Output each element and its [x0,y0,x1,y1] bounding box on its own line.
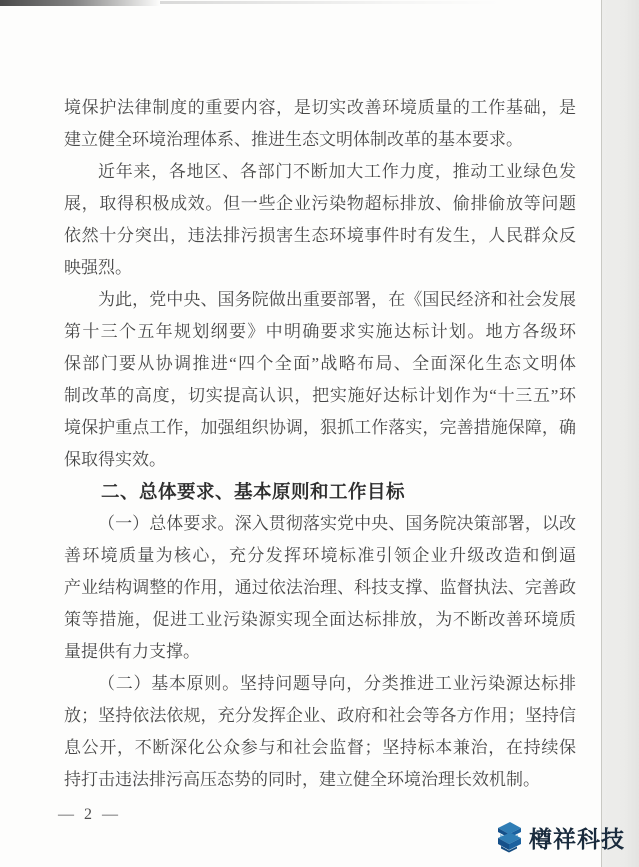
text-line: 制改革的高度，切实提高认识，把实施好达标计划作为“十三五”环 [64,386,576,405]
scan-artifact-smudge [0,0,160,6]
text-line: 持打击违法排污高压态势的同时，建立健全环境治理长效机制。 [64,770,540,789]
text-line: （二）基本原则。坚持问题导向，分类推进工业污染源达标排 [98,674,576,693]
text-line: 放；坚持依法依规，充分发挥企业、政府和社会等各方作用；坚持信 [64,706,576,725]
text-line: 境保护重点工作，加强组织协调，狠抓工作落实，完善措施保障，确 [64,418,576,437]
page-number: — 2 — [58,806,121,823]
text-line: 依然十分突出，违法排污损害生态环境事件时有发生，人民群众反 [64,226,576,245]
text-line: 产业结构调整的作用，通过依法治理、科技支撑、监督执法、完善政 [64,578,576,597]
page-edge-shadow [601,0,639,867]
text-line: 第十三个五年规划纲要》中明确要求实施达标计划。地方各级环 [64,322,576,341]
watermark [492,819,625,855]
text-line: 善环境质量为核心，充分发挥环境标准引领企业升级改造和倒逼 [64,546,576,565]
text-line: 近年来，各地区、各部门不断加大工作力度，推动工业绿色发 [98,162,576,181]
section-heading: 二、总体要求、基本原则和工作目标 [101,481,406,502]
watermark-text: 樽祥科技 [529,825,625,852]
text-line: 为此，党中央、国务院做出重要部署，在《国民经济和社会发展 [98,290,576,309]
text-line: 建立健全环境治理体系、推进生态文明体制改革的基本要求。 [64,130,523,149]
document-body [64,92,576,796]
text-line: 映强烈。 [64,258,132,277]
text-line: 保取得实效。 [64,450,166,469]
stacked-books-icon [492,819,526,855]
text-line: 保部门要从协调推进“四个全面”战略布局、全面深化生态文明体 [64,354,576,373]
text-line: （一）总体要求。深入贯彻落实党中央、国务院决策部署，以改 [98,514,576,533]
text-line: 境保护法律制度的重要内容，是切实改善环境质量的工作基础，是 [64,98,576,117]
text-line: 息公开，不断深化公众参与和社会监督；坚持标本兼治，在持续保 [64,738,576,757]
scan-artifact-smudge-light [160,1,500,4]
text-line: 策等措施，促进工业污染源实现全面达标排放，为不断改善环境质 [64,610,576,629]
text-line: 展，取得积极成效。但一些企业污染物超标排放、偷排偷放等问题 [64,194,576,213]
text-line: 量提供有力支撑。 [64,642,200,661]
